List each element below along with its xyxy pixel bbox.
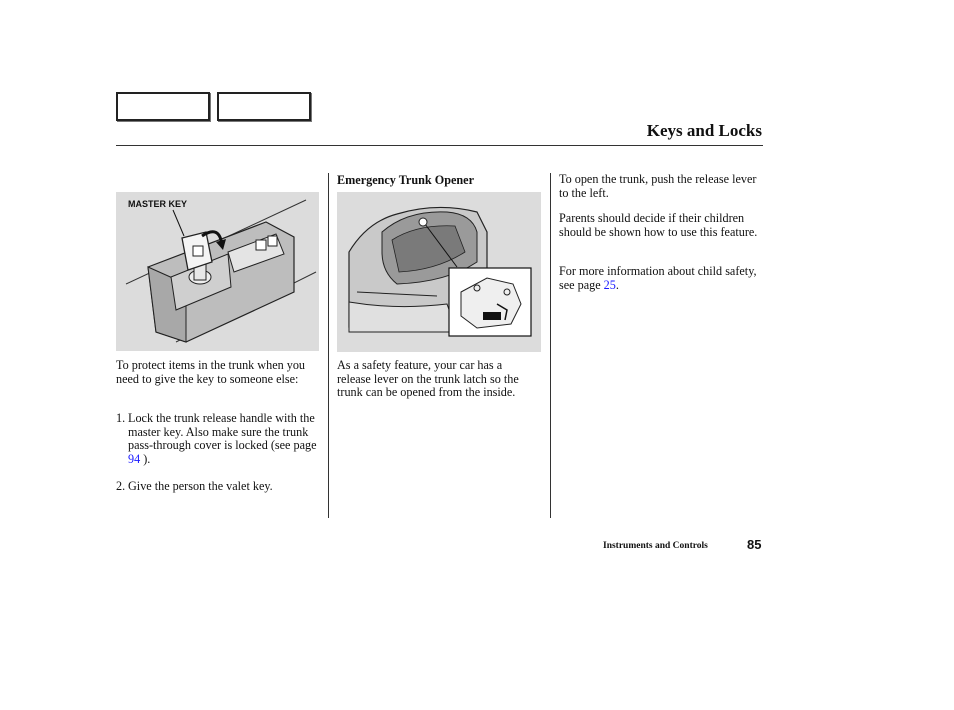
step-text-end: ).	[143, 451, 151, 466]
safety-text: As a safety feature, your car has a release lever on the trunk latch so the trunk can be opened from the inside.	[337, 358, 519, 399]
intro-text: To protect items in the trunk when you need to give the key to someone else:	[116, 358, 306, 386]
footer-section: Instruments and Controls	[603, 541, 708, 551]
nav-tab-next[interactable]	[217, 92, 311, 121]
master-key-illustration	[116, 192, 319, 351]
nav-tab-previous[interactable]	[116, 92, 210, 121]
column-divider-1	[328, 173, 329, 518]
child-safety-text	[559, 265, 764, 292]
open-trunk-text: To open the trunk, push the release lever to the left.	[559, 172, 757, 200]
page-link-25[interactable]: 25	[603, 277, 616, 292]
step-text: Lock the trunk release handle with the master key. Also make sure the trunk pass-through cover is locked (see page	[128, 411, 317, 452]
child-safety-text-body: For more information about child safety, see page	[559, 264, 757, 292]
trunk-opener-drawing	[337, 192, 541, 352]
list-item	[116, 480, 321, 494]
list-item	[116, 412, 321, 466]
step-number: 1.	[116, 411, 126, 425]
child-safety-text-end: .	[615, 277, 619, 292]
trunk-illustration	[337, 192, 541, 352]
step-number: 2.	[116, 478, 126, 493]
header-rule	[116, 145, 763, 146]
section-heading: Emergency Trunk Opener	[337, 173, 474, 187]
page-title: Keys and Locks	[646, 121, 762, 140]
parents-text: Parents should decide if their children should be shown how to use this feature.	[559, 211, 758, 239]
column-divider-2	[550, 173, 551, 518]
page-link-94[interactable]: 94	[128, 451, 141, 466]
master-key-drawing	[116, 192, 319, 351]
master-key-label: MASTER KEY	[128, 199, 188, 209]
page-number: 85	[747, 537, 762, 552]
steps-list	[116, 412, 321, 507]
step-text: Give the person the valet key.	[128, 478, 273, 493]
